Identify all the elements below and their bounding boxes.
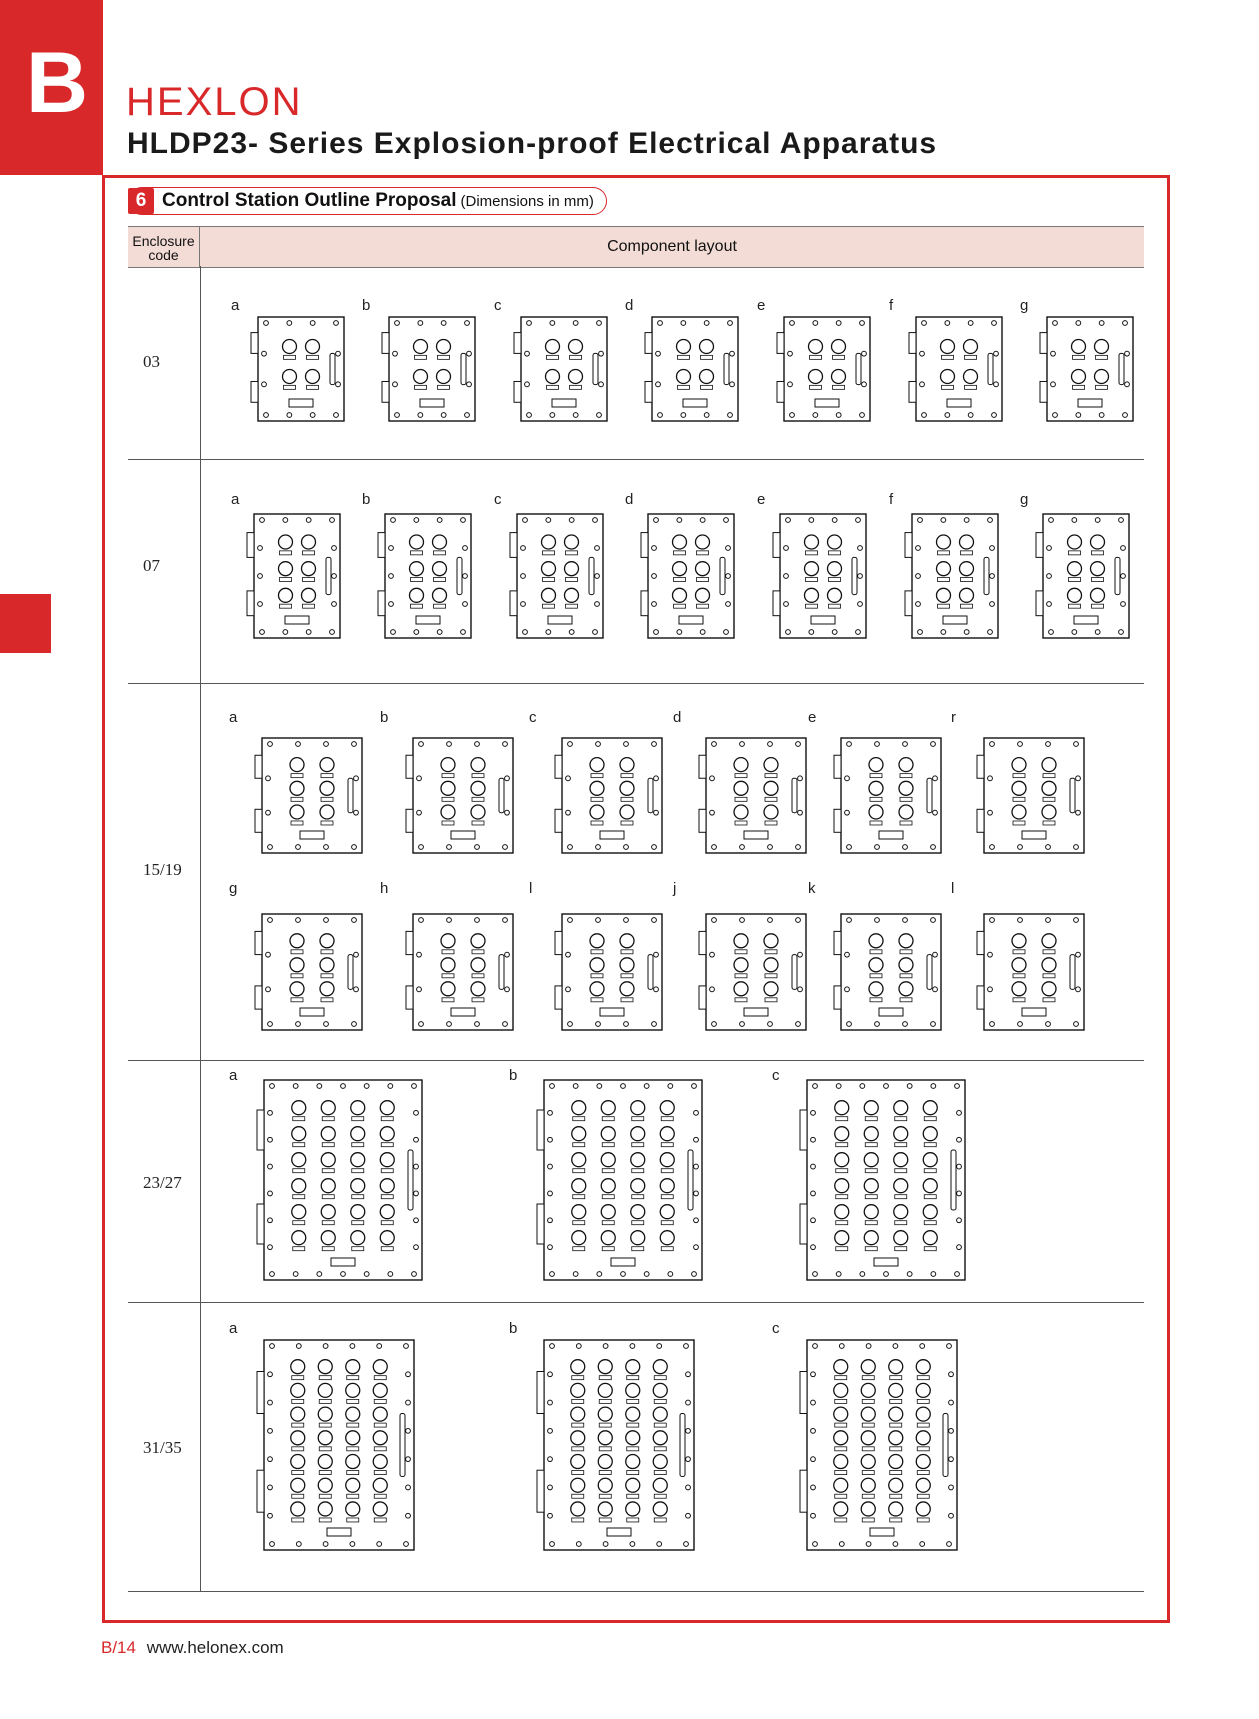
enclosure-outline — [699, 914, 806, 1030]
layout-variant-label: c — [772, 1320, 780, 1337]
layout-variant-label: c — [494, 297, 502, 314]
layout-variant-label: b — [362, 297, 371, 314]
layout-variant-label: a — [231, 491, 240, 508]
enclosure-outline — [834, 738, 941, 853]
enclosure-outline — [977, 914, 1084, 1030]
layout-variant-label: j — [673, 880, 677, 897]
enclosure-outline — [555, 738, 662, 853]
layout-variant-label: e — [757, 297, 766, 314]
layout-variant-label: c — [494, 491, 502, 508]
layout-variant-label: c — [772, 1067, 780, 1084]
enclosure-outline — [406, 914, 513, 1030]
layout-variant-label: e — [808, 709, 817, 726]
layout-variant-label: l — [951, 880, 955, 897]
layout-variant-label: d — [625, 491, 634, 508]
enclosure-outline — [645, 317, 738, 421]
layout-variant-label: f — [889, 491, 894, 508]
enclosure-outline — [257, 1340, 414, 1550]
enclosure-outline — [909, 317, 1002, 421]
enclosure-outline — [257, 1080, 422, 1280]
layout-variant-label: g — [229, 880, 238, 897]
enclosure-outline — [800, 1080, 965, 1280]
enclosure-outline — [514, 317, 607, 421]
layout-variant-label: d — [673, 709, 682, 726]
page-number: B/14 — [101, 1638, 136, 1657]
section-tab-letter: B — [26, 35, 89, 131]
enclosure-outline — [699, 738, 806, 853]
layout-variant-label: d — [625, 297, 634, 314]
layout-variant-label: a — [229, 1067, 238, 1084]
enclosure-outline — [406, 738, 513, 853]
layout-variant-label: f — [889, 297, 894, 314]
layout-variant-label: a — [229, 709, 238, 726]
enclosure-outline — [510, 514, 603, 638]
website-url: www.helonex.com — [146, 1638, 284, 1657]
enclosure-outline — [773, 514, 866, 638]
layout-variant-label: b — [509, 1067, 518, 1084]
layout-variant-label: g — [1020, 491, 1029, 508]
enclosure-code: 03 — [143, 352, 160, 371]
enclosure-outline — [834, 914, 941, 1030]
layout-variant-label: b — [509, 1320, 518, 1337]
enclosure-outline — [555, 914, 662, 1030]
layout-variant-label: a — [229, 1320, 238, 1337]
layout-variant-label: l — [529, 880, 533, 897]
layout-variant-label: c — [529, 709, 537, 726]
layout-variant-label: g — [1020, 297, 1029, 314]
enclosure-outline — [378, 514, 471, 638]
brand-logo: HEXLON — [126, 80, 303, 124]
page-footer — [101, 1638, 284, 1658]
enclosure-outline — [777, 317, 870, 421]
section-title: Control Station Outline Proposal — [162, 190, 457, 211]
enclosure-outline — [905, 514, 998, 638]
enclosure-outline — [800, 1340, 957, 1550]
enclosure-code: 31/35 — [143, 1438, 182, 1457]
page-title: HLDP23- Series Explosion-proof Electrical Apparatus — [127, 127, 938, 160]
layout-variant-label: e — [757, 491, 766, 508]
enclosure-outline — [247, 514, 340, 638]
enclosure-code: 23/27 — [143, 1173, 182, 1192]
layout-variant-label: b — [380, 709, 389, 726]
enclosure-outline — [382, 317, 475, 421]
enclosure-outline — [1036, 514, 1129, 638]
enclosure-outline — [537, 1080, 702, 1280]
header-enclosure-code: Enclosure code — [128, 227, 200, 267]
enclosure-outline — [1040, 317, 1133, 421]
layout-variant-label: b — [362, 491, 371, 508]
section-number: 6 — [128, 188, 154, 214]
layout-variant-label: a — [231, 297, 240, 314]
enclosure-outline — [251, 317, 344, 421]
header-component-layout: Component layout — [607, 238, 737, 255]
enclosure-outline — [977, 738, 1084, 853]
enclosure-outline — [537, 1340, 694, 1550]
layout-variant-label: k — [808, 880, 816, 897]
enclosure-outline — [255, 914, 362, 1030]
enclosure-outline — [641, 514, 734, 638]
enclosure-code: 07 — [143, 556, 160, 575]
enclosure-outline — [255, 738, 362, 853]
layout-variant-label: h — [380, 880, 389, 897]
layout-variant-label: r — [951, 709, 956, 726]
enclosure-code: 15/19 — [143, 860, 182, 879]
section-subtitle: (Dimensions in mm) — [460, 192, 594, 210]
